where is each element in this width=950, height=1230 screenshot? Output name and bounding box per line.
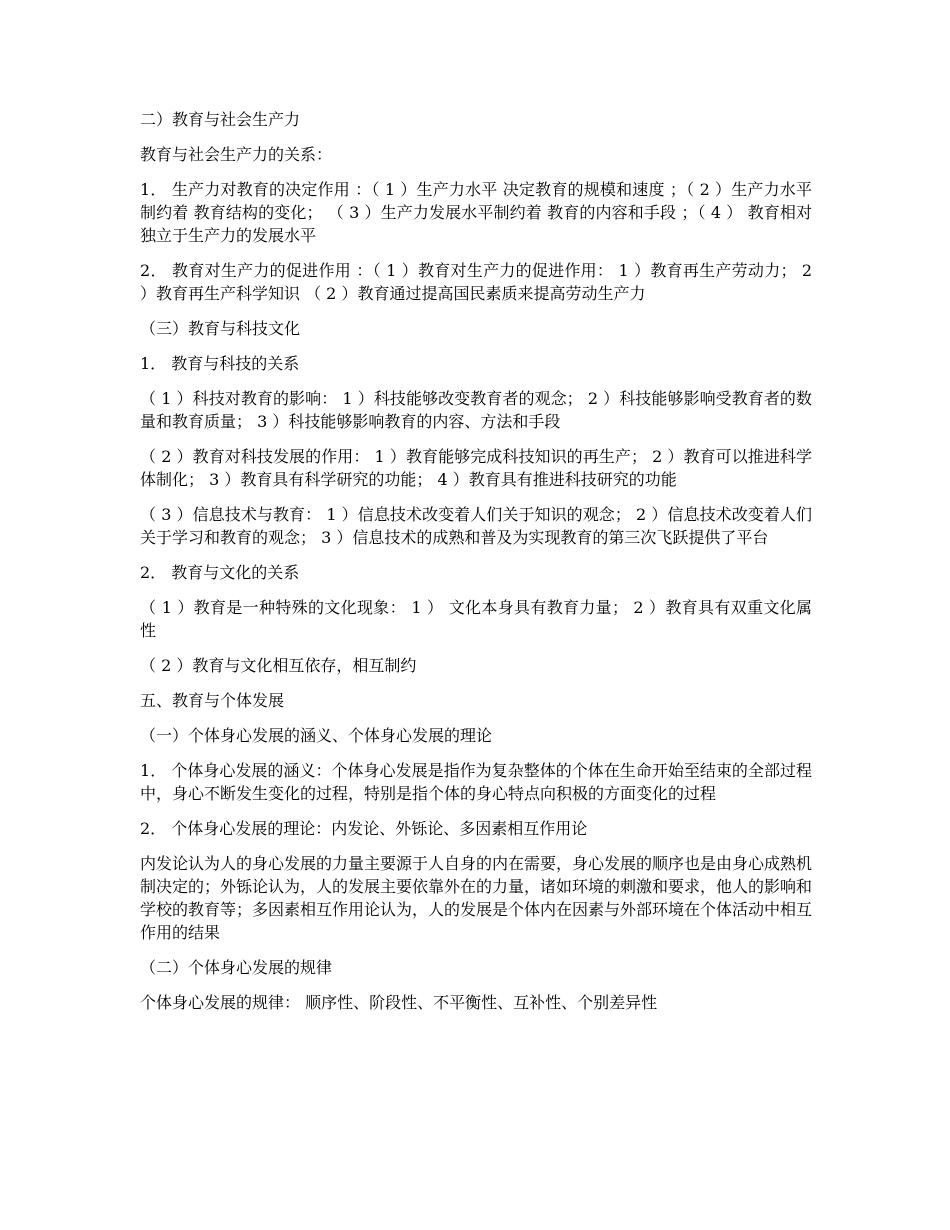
paragraph-development-meaning: 1． 个体身心发展的涵义：个体身心发展是指作为复杂整体的个体在生命开始至结束的全部过程中，身心不断发生变化的过程，特别是指个体的身心特点向积极的方面变化的过程 xyxy=(140,761,812,803)
paragraph-tech-influence: （ 1 ）科技对教育的影响： 1 ）科技能够改变教育者的观念； 2 ）科技能够影响受教育者的数量和教育质量； 3 ）科技能够影响教育的内容、方法和手段 xyxy=(140,389,812,431)
paragraph-productivity-decides: 1． 生产力对教育的决定作用 ：（ 1 ）生产力水平 决定教育的规模和速度 ；（ 2 ）生产力水平制约着 教育结构的变化； （ 3 ）生产力发展水平制约着 教育的内容和手段 ；（ 4 ） 教育相对独立于生产力的发展水平 xyxy=(140,180,812,245)
paragraph-education-tech-role: （ 2 ）教育对科技发展的作用： 1 ）教育能够完成科技知识的再生产； 2 ）教育可以推进科学体制化； 3 ）教育具有科学研究的功能； 4 ）教育具有推进科技研究的功能 xyxy=(140,447,812,489)
paragraph-theories-explained: 内发论认为人的身心发展的力量主要源于人自身的内在需要，身心发展的顺序也是由身心成熟机制决定的；外铄论认为，人的发展主要依靠外在的力量，诸如环境的刺激和要求，他人的影响和学校的教育等；多因素相互作用论认为，人的发展是个体内在因素与外部环境在个体活动中相互作用的结果 xyxy=(140,854,813,942)
subheading-development-meaning: （一）个体身心发展的涵义、个体身心发展的理论 xyxy=(140,726,493,745)
paragraph-development-laws: 个体身心发展的规律： 顺序性、阶段性、不平衡性、互补性、个别差异性 xyxy=(140,993,658,1012)
paragraph-education-promotes: 2． 教育对生产力的促进作用 ：（ 1 ）教育对生产力的促进作用： 1 ）教育再生产劳动力； 2 ）教育再生产科学知识 （ 2 ）教育通过提高国民素质来提高劳动生产力 xyxy=(140,261,812,303)
paragraph-culture-interdependence: （ 2 ）教育与文化相互依存，相互制约 xyxy=(140,656,417,675)
paragraph-culture-phenomenon: （ 1 ）教育是一种特殊的文化现象： 1 ） 文化本身具有教育力量； 2 ）教育具有双重文化属性 xyxy=(140,598,812,640)
subheading-education-culture: 2． 教育与文化的关系 xyxy=(140,563,300,582)
section-heading-tech-culture: （三）教育与科技文化 xyxy=(140,319,301,338)
document-page xyxy=(140,108,812,1026)
section-heading-productivity: 二）教育与社会生产力 xyxy=(140,110,301,129)
subheading-education-tech: 1． 教育与科技的关系 xyxy=(140,354,300,373)
subheading-development-laws: （二）个体身心发展的规律 xyxy=(140,958,333,977)
section-heading-individual: 五、教育与个体发展 xyxy=(140,691,285,710)
paragraph-relation-intro: 教育与社会生产力的关系： xyxy=(140,145,333,164)
paragraph-info-tech: （ 3 ）信息技术与教育： 1 ）信息技术改变着人们关于知识的观念； 2 ）信息技术改变着人们关于学习和教育的观念； 3 ）信息技术的成熟和普及为实现教育的第三次飞跃提供了平台 xyxy=(140,505,812,547)
paragraph-development-theories: 2． 个体身心发展的理论：内发论、外铄论、多因素相互作用论 xyxy=(140,819,588,838)
